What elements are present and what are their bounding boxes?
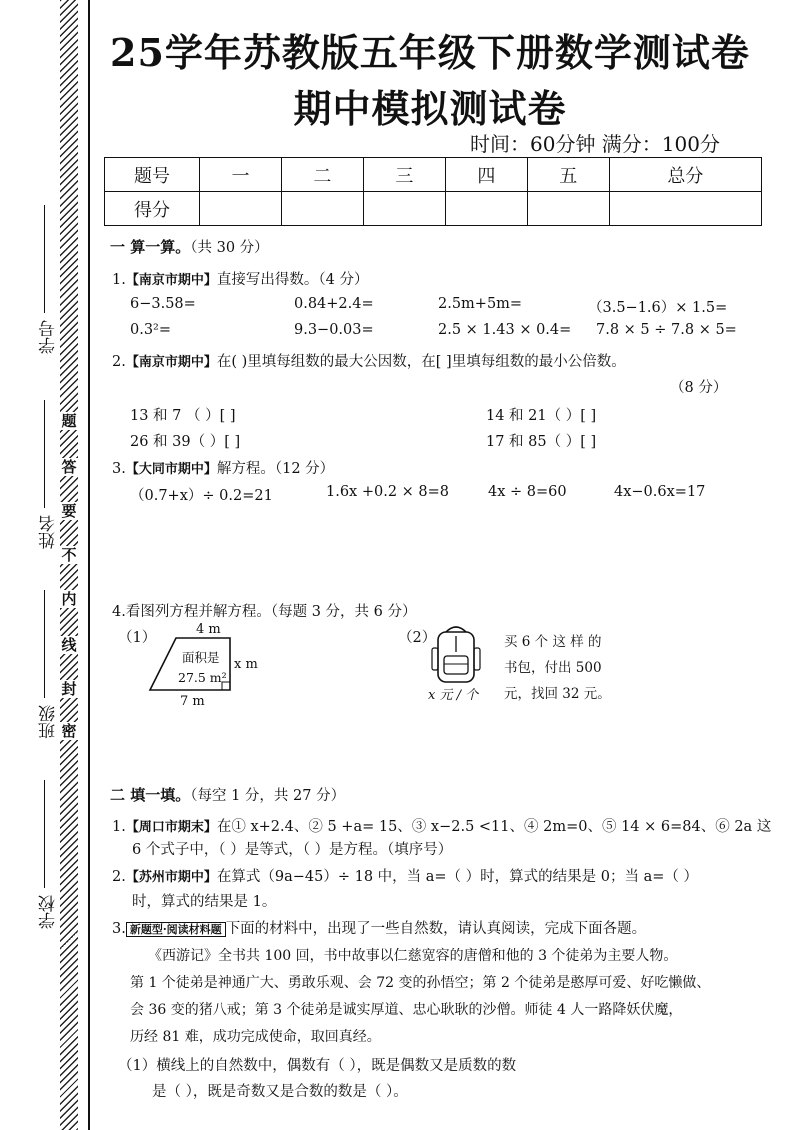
field-school-label: 学校 bbox=[39, 895, 59, 929]
calc-item: 2.5m+5m= bbox=[438, 296, 523, 312]
question-type-badge: 新题型·阅读材料题 bbox=[126, 922, 226, 937]
bottom-length-label: 7 m bbox=[180, 694, 205, 709]
question-1-3 bbox=[112, 457, 334, 478]
seal-char: 密 bbox=[61, 722, 77, 740]
passage-line: 第 1 个徒弟是神通广大、勇敢乐观、会 72 变的孙悟空；第 2 个徒弟是憨厚可爱、好吃懒做、 bbox=[130, 975, 711, 991]
passage-line: 历经 81 难，成功完成使命，取回真经。 bbox=[130, 1029, 381, 1045]
calc-item: （3.5−1.6）× 1.5= bbox=[588, 300, 728, 316]
question-text: 在① x+2.4、② 5 +a= 15、③ x−2.5 <11、④ 2m=0、⑤ 14 × 6=84、⑥ 2a 这 bbox=[216, 819, 772, 835]
table-cell: 题号 bbox=[105, 158, 200, 192]
score-table bbox=[104, 157, 762, 226]
question-number: 2. bbox=[112, 354, 126, 370]
score-input-cell[interactable] bbox=[609, 192, 761, 226]
score-table-header-row bbox=[105, 158, 762, 192]
question-2-1 bbox=[112, 815, 771, 836]
table-cell: 总分 bbox=[609, 158, 761, 192]
question-number: 3. bbox=[112, 921, 126, 937]
calc-item: 0.3²= bbox=[130, 322, 172, 338]
gcd-lcm-item: 14 和 21（ ）[ ] bbox=[486, 408, 597, 424]
seal-char: 内 bbox=[61, 590, 77, 608]
gcd-lcm-item: 26 和 39（ ）[ ] bbox=[130, 434, 241, 450]
field-student-id-line bbox=[44, 205, 45, 313]
section-points: （共 30 分） bbox=[190, 240, 269, 256]
section-points: （每空 1 分，共 27 分） bbox=[190, 788, 346, 804]
page-title: 25学年苏教版五年级下册数学测试卷 bbox=[110, 30, 750, 75]
equation-item: 4x−0.6x=17 bbox=[614, 484, 706, 500]
question-text: 时，算式的结果是 1。 bbox=[132, 894, 277, 910]
seal-char: 答 bbox=[61, 458, 77, 476]
question-text: 下面的材料中，出现了一些自然数，请认真阅读，完成下面各题。 bbox=[225, 921, 647, 937]
binding-border-line bbox=[88, 0, 90, 1130]
question-text: 6 个式子中，（ ）是等式，（ ）是方程。（填序号） bbox=[132, 842, 453, 858]
height-label: x m bbox=[234, 657, 258, 672]
score-input-cell[interactable] bbox=[281, 192, 363, 226]
sub-question-label: （1） bbox=[118, 630, 157, 646]
calc-item: 7.8 × 5 ÷ 7.8 × 5= bbox=[596, 322, 737, 338]
seal-char: 要 bbox=[61, 502, 77, 520]
table-cell: 三 bbox=[363, 158, 445, 192]
question-points: （8 分） bbox=[670, 380, 728, 396]
seal-char: 不 bbox=[61, 546, 77, 564]
dashed-binding-line bbox=[60, 0, 78, 1130]
score-input-cell[interactable] bbox=[527, 192, 609, 226]
question-number: 1. bbox=[112, 819, 126, 835]
table-cell: 一 bbox=[200, 158, 282, 192]
seal-char: 封 bbox=[61, 680, 77, 698]
field-class-label: 班级 bbox=[39, 705, 59, 739]
equation-item: 1.6x +0.2 × 8=8 bbox=[326, 484, 450, 500]
source-tag: 【苏州市期中】 bbox=[125, 870, 217, 885]
section-title: 二 填一填。 bbox=[110, 786, 191, 804]
question-1-2 bbox=[112, 350, 626, 371]
sub-question-label: （2） bbox=[398, 630, 437, 646]
word-problem-line: 买 6 个 这 样 的 bbox=[504, 634, 602, 650]
question-2-3 bbox=[112, 917, 646, 938]
score-input-cell[interactable] bbox=[445, 192, 527, 226]
backpack-icon bbox=[428, 622, 484, 686]
section-title: 一 算一算。 bbox=[110, 238, 191, 256]
calc-item: 0.84+2.4= bbox=[294, 296, 374, 312]
word-problem-line: 书包，付出 500 bbox=[504, 660, 602, 676]
source-tag: 【南京市期中】 bbox=[125, 273, 217, 288]
source-tag: 【周口市期末】 bbox=[125, 820, 217, 835]
question-1-1 bbox=[112, 268, 368, 289]
gcd-lcm-item: 17 和 85（ ）[ ] bbox=[486, 434, 597, 450]
table-cell: 二 bbox=[281, 158, 363, 192]
top-length-label: 4 m bbox=[196, 622, 221, 637]
question-text: 在( )里填每组数的最大公因数，在[ ]里填每组数的最小公倍数。 bbox=[216, 354, 626, 370]
source-tag: 【南京市期中】 bbox=[125, 355, 217, 370]
question-number: 2. bbox=[112, 869, 126, 885]
sub-question-line: （1）横线上的自然数中，偶数有（ ），既是偶数又是质数的数 bbox=[118, 1058, 517, 1074]
sub-question-line: 是（ ），既是奇数又是合数的数是（ ）。 bbox=[152, 1084, 408, 1100]
score-input-cell[interactable] bbox=[363, 192, 445, 226]
question-1-4: 4.看图列方程并解方程。（每题 3 分，共 6 分） bbox=[112, 604, 417, 620]
seal-char: 题 bbox=[61, 412, 77, 430]
field-class-line bbox=[44, 590, 45, 698]
gcd-lcm-item: 13 和 7 （ ）[ ] bbox=[130, 408, 236, 424]
area-label: 面积是 bbox=[182, 650, 220, 665]
field-name-label: 姓名 bbox=[39, 515, 59, 549]
calc-item: 6−3.58= bbox=[130, 296, 196, 312]
question-text: 直接写出得数。（4 分） bbox=[216, 272, 369, 288]
word-problem-line: 元，找回 32 元。 bbox=[504, 686, 611, 702]
passage-line: 《西游记》全书共 100 回，书中故事以仁慈宽容的唐僧和他的 3 个徒弟为主要人物。 bbox=[148, 948, 678, 964]
price-label: x 元 / 个 bbox=[428, 688, 479, 703]
section-heading bbox=[110, 784, 345, 805]
section-heading bbox=[110, 236, 269, 257]
score-input-cell[interactable] bbox=[200, 192, 282, 226]
time-score-info: 时间：60分钟 满分：100分 bbox=[470, 132, 720, 156]
question-2-2 bbox=[112, 865, 698, 886]
question-text: 在算式（9a−45）÷ 18 中，当 a=（ ）时，算式的结果是 0；当 a=（ ） bbox=[216, 869, 699, 885]
page-subtitle: 期中模拟测试卷 bbox=[293, 86, 567, 131]
table-cell: 得分 bbox=[105, 192, 200, 226]
equation-item: 4x ÷ 8=60 bbox=[488, 484, 567, 500]
field-student-id-label: 学号 bbox=[39, 320, 59, 354]
question-number: 1. bbox=[112, 272, 126, 288]
field-name-line bbox=[44, 400, 45, 508]
question-text: 解方程。（12 分） bbox=[216, 461, 335, 477]
binding-margin bbox=[0, 0, 100, 1130]
table-cell: 五 bbox=[527, 158, 609, 192]
source-tag: 【大同市期中】 bbox=[125, 462, 217, 477]
area-value: 27.5 m² bbox=[178, 670, 227, 685]
question-number: 3. bbox=[112, 461, 126, 477]
equation-item: （0.7+x）÷ 0.2=21 bbox=[130, 488, 273, 504]
field-school-line bbox=[44, 780, 45, 888]
calc-item: 2.5 × 1.43 × 0.4= bbox=[438, 322, 572, 338]
calc-item: 9.3−0.03= bbox=[294, 322, 374, 338]
table-cell: 四 bbox=[445, 158, 527, 192]
passage-line: 会 36 变的猪八戒；第 3 个徒弟是诚实厚道、忠心耿耿的沙僧。师徒 4 人一路降妖伏魔， bbox=[130, 1002, 683, 1018]
score-table-row bbox=[105, 192, 762, 226]
seal-char: 线 bbox=[61, 636, 77, 654]
